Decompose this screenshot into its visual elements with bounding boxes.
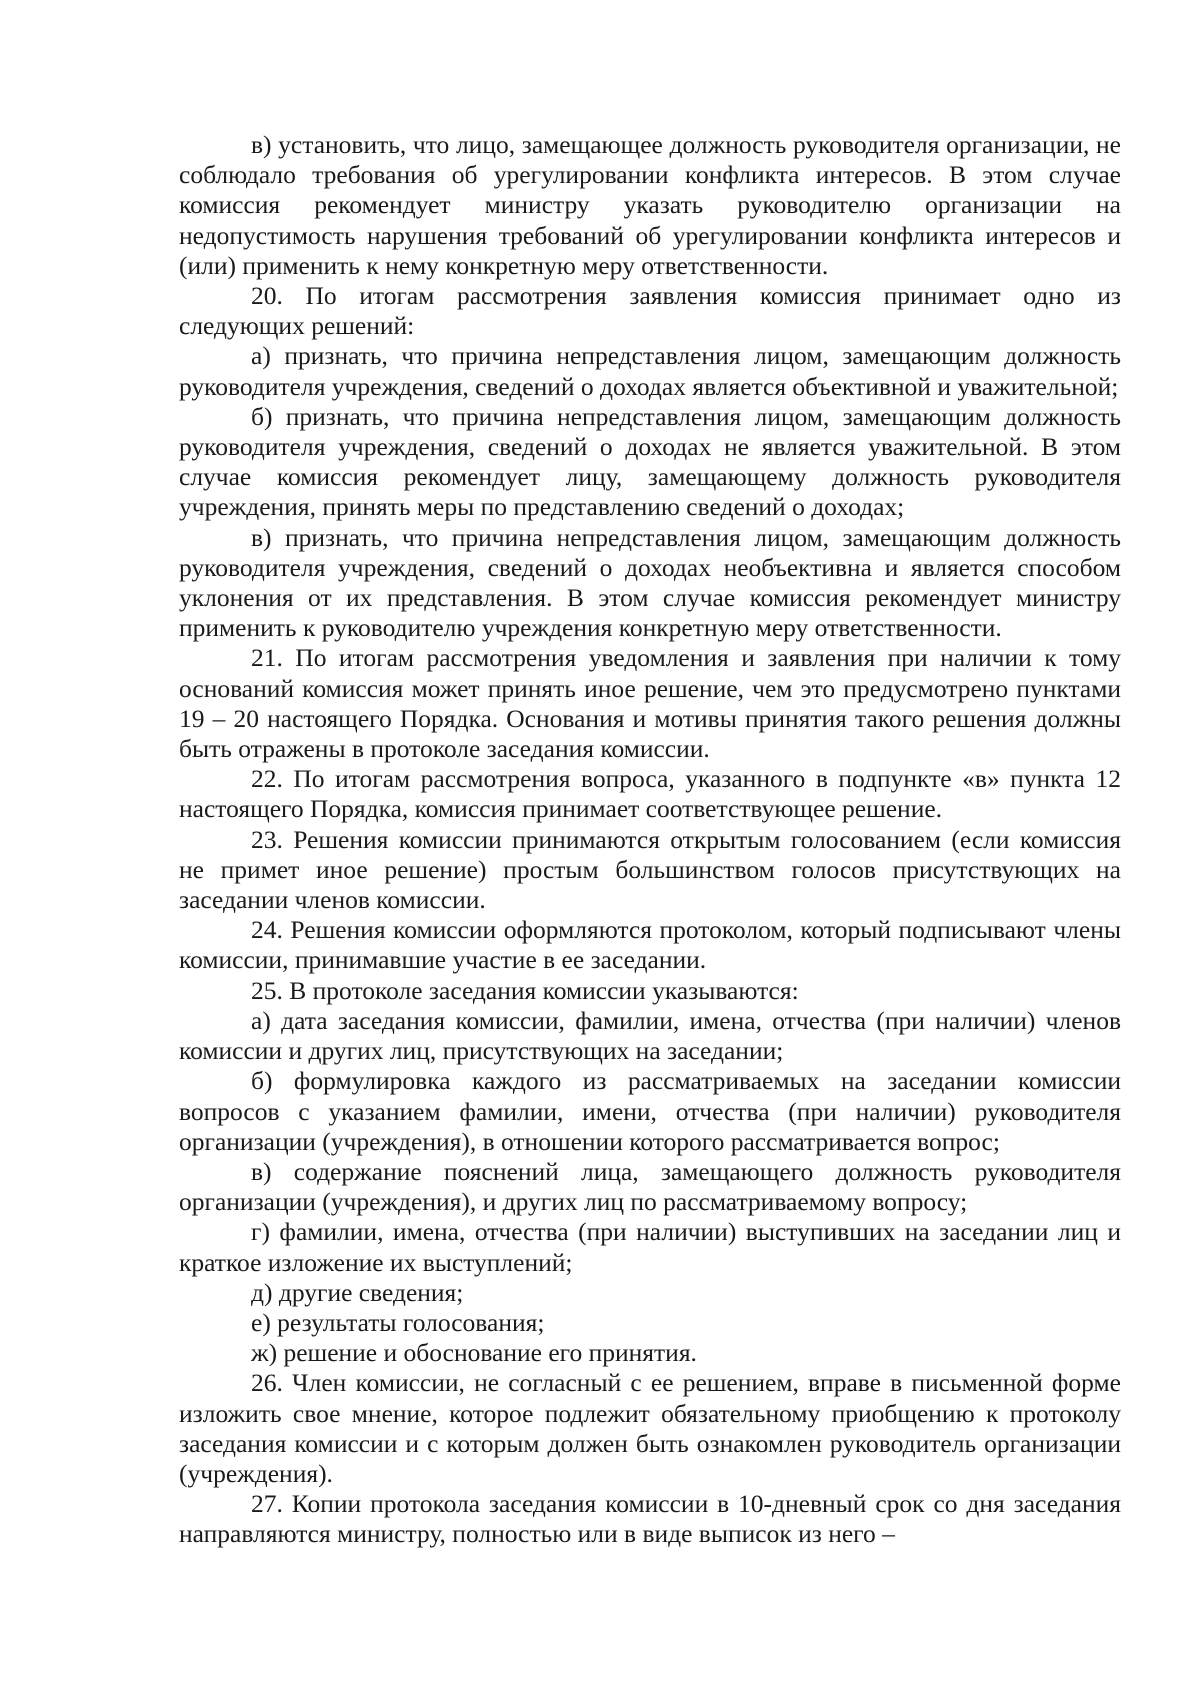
paragraph-25e: е) результаты голосования;: [251, 1307, 545, 1337]
paragraph-25zh: ж) решение и обоснование его принятия.: [251, 1338, 697, 1368]
paragraph-25d: д) другие сведения;: [251, 1277, 464, 1307]
document-body: [179, 130, 1121, 1550]
paragraph-20a: а) признать, что причина непредставления лицом, замещающим должность руководителя учреждения, сведений о доходах является объективной и уважительной;: [179, 341, 1121, 401]
paragraph-21: 21. По итогам рассмотрения уведомления и заявления при наличии к тому оснований комиссия может принять иное решение, чем это предусмотрено пунктами 19 – 20 настоящего Порядка. Основания и мотивы принятия такого решения должны быть отражены в протоколе заседания комиссии.: [179, 643, 1121, 764]
paragraph-25: 25. В протоколе заседания комиссии указываются:: [251, 975, 799, 1005]
paragraph-26: 26. Член комиссии, не согласный с ее решением, вправе в письменной форме изложить свое мнение, которое подлежит обязательному приобщению к протоколу заседания комиссии и с которым должен быть ознакомлен руководитель организации (учреждения).: [179, 1368, 1121, 1488]
paragraph-22: 22. По итогам рассмотрения вопроса, указанного в подпункте «в» пункта 12 настоящего Порядка, комиссия принимает соответствующее решение.: [179, 764, 1121, 824]
paragraph-25g: г) фамилии, имена, отчества (при наличии) выступивших на заседании лиц и краткое изложение их выступлений;: [179, 1217, 1121, 1277]
paragraph-25a: а) дата заседания комиссии, фамилии, имена, отчества (при наличии) членов комиссии и других лиц, присутствующих на заседании;: [179, 1005, 1121, 1066]
paragraph-25v: в) содержание пояснений лица, замещающего должность руководителя организации (учреждения), и других лиц по рассматриваемому вопросу;: [179, 1156, 1121, 1217]
paragraph-23: 23. Решения комиссии принимаются открытым голосованием (если комиссия не примет иное решение) простым большинством голосов присутствующих на заседании членов комиссии.: [179, 824, 1121, 915]
paragraph-27: 27. Копии протокола заседания комиссии в 10-дневный срок со дня заседания направляются министру, полностью или в виде выписок из него –: [179, 1489, 1121, 1549]
paragraph-24: 24. Решения комиссии оформляются протоколом, который подписывают члены комиссии, принимавшие участие в ее заседании.: [179, 915, 1121, 975]
paragraph-20v: в) признать, что причина непредставления лицом, замещающим должность руководителя учреждения, сведений о доходах необъективна и является способом уклонения от их представления. В этом случае комиссия рекомендует министру применить к руководителю учреждения конкретную меру ответственности.: [179, 522, 1121, 643]
paragraph-20: 20. По итогам рассмотрения заявления комиссия принимает одно из следующих решений:: [179, 281, 1121, 341]
paragraph-20b: б) признать, что причина непредставления лицом, замещающим должность руководителя учреждения, сведений о доходах не является уважительной. В этом случае комиссия рекомендует лицу, замещающему должность руководителя учреждения, принять меры по представлению сведений о доходах;: [179, 401, 1121, 522]
paragraph-25b: б) формулировка каждого из рассматриваемых на заседании комиссии вопросов с указанием фамилии, имени, отчества (при наличии) руководителя организации (учреждения), в отношении которого рассматривается вопрос;: [179, 1066, 1121, 1156]
paragraph-19v: в) установить, что лицо, замещающее должность руководителя организации, не соблюдало требования об урегулировании конфликта интересов. В этом случае комиссия рекомендует министру указать руководителю организации на недопустимость нарушения требований об урегулировании конфликта интересов и (или) применить к нему конкретную меру ответственности.: [179, 130, 1121, 280]
